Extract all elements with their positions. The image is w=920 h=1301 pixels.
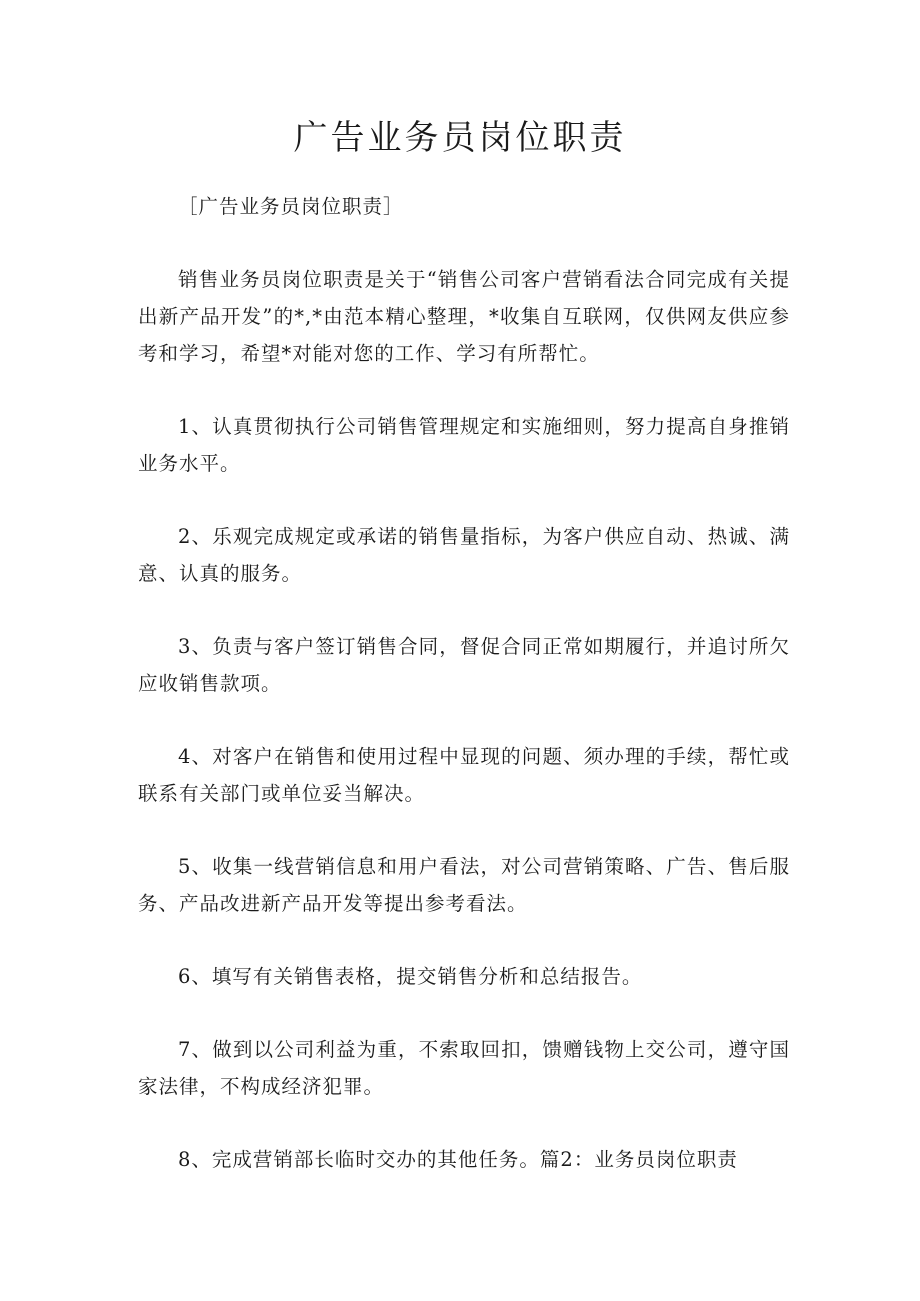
document-title: 广告业务员岗位职责 <box>293 118 627 158</box>
duty-item-7: 7、做到以公司利益为重，不索取回扣，馈赠钱物上交公司，遵守国家法律，不构成经济犯罪。 <box>138 1038 790 1098</box>
duty-item-1: 1、认真贯彻执行公司销售管理规定和实施细则，努力提高自身推销业务水平。 <box>138 415 790 475</box>
subtitle-paragraph: ［广告业务员岗位职责］ <box>178 195 404 218</box>
duty-item-6: 6、填写有关销售表格，提交销售分析和总结报告。 <box>178 965 643 988</box>
duty-item-2: 2、乐观完成规定或承诺的销售量指标，为客户供应自动、热诚、满意、认真的服务。 <box>138 525 790 585</box>
intro-paragraph: 销售业务员岗位职责是关于“销售公司客户营销看法合同完成有关提出新产品开发”的*,*由范本精心整理，*收集自互联网，仅供网友供应参考和学习，希望*对能对您的工作、学习有所帮忙。 <box>138 268 790 365</box>
duty-item-8: 8、完成营销部长临时交办的其他任务。篇2：业务员岗位职责 <box>178 1148 738 1171</box>
duty-item-3: 3、负责与客户签订销售合同，督促合同正常如期履行，并追讨所欠应收销售款项。 <box>138 635 790 695</box>
duty-item-4: 4、对客户在销售和使用过程中显现的问题、须办理的手续，帮忙或联系有关部门或单位妥当解决。 <box>138 745 790 805</box>
duty-item-5: 5、收集一线营销信息和用户看法，对公司营销策略、广告、售后服务、产品改进新产品开发等提出参考看法。 <box>138 855 790 915</box>
document-body <box>138 188 790 1214</box>
